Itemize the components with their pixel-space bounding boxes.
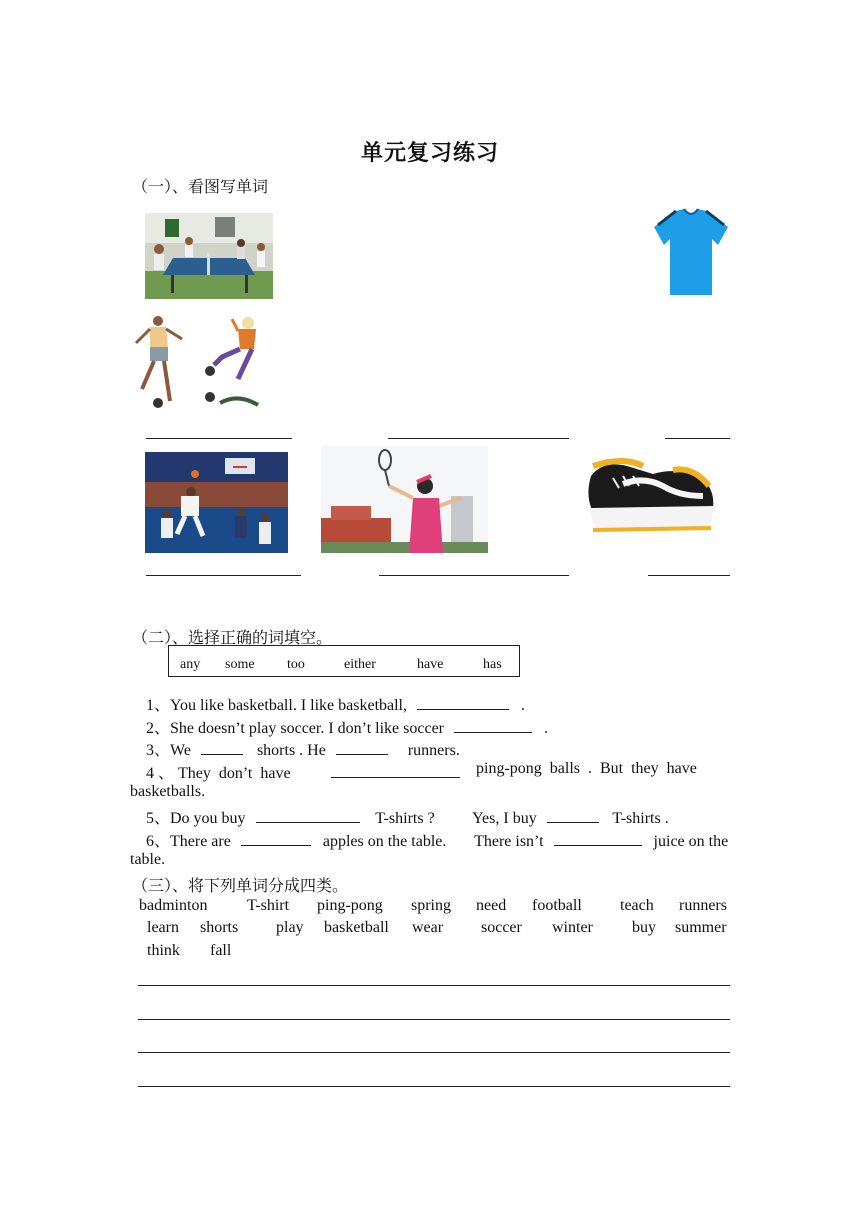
answer-line-4[interactable] [146, 575, 301, 576]
basketball-picture [145, 452, 288, 553]
word-item: wear [412, 919, 444, 936]
section-3-heading: （三）、将下列单词分成四类。 [132, 876, 349, 895]
question-4-continued: basketballs. [130, 783, 206, 800]
fill-blank[interactable] [547, 808, 599, 823]
word-item: play [276, 919, 304, 936]
word-item: soccer [481, 919, 522, 936]
word-item: winter [552, 919, 593, 936]
fill-blank[interactable] [554, 831, 642, 846]
fill-blank[interactable] [256, 808, 360, 823]
category-line-4[interactable] [138, 1086, 730, 1087]
question-4-start: 4 、 They don’t have [146, 765, 291, 782]
word-item: summer [675, 919, 727, 936]
category-line-2[interactable] [138, 1019, 730, 1020]
section-1-heading: （一）、看图写单词 [132, 177, 269, 196]
t-shirt-picture [652, 207, 730, 297]
word-item: shorts [200, 919, 239, 936]
section-2-heading: （二）、选择正确的词填空。 [132, 628, 333, 647]
word-item: runners [679, 897, 727, 914]
answer-line-2[interactable] [388, 438, 569, 439]
answer-line-3[interactable] [665, 438, 730, 439]
question-3: 3、We shorts . He runners. [146, 742, 460, 759]
badminton-picture [321, 446, 488, 553]
fill-blank[interactable] [417, 695, 509, 710]
category-line-3[interactable] [138, 1052, 730, 1053]
word-item: spring [411, 897, 451, 914]
word-bank-item: any [180, 657, 201, 672]
soccer-picture [128, 313, 266, 413]
word-bank-item: has [483, 657, 502, 672]
answer-line-6[interactable] [648, 575, 730, 576]
word-item: think [147, 942, 180, 959]
question-4-end: ping-pong balls . But they have [476, 760, 697, 777]
answer-line-5[interactable] [379, 575, 569, 576]
word-item: learn [147, 919, 179, 936]
category-line-1[interactable] [138, 985, 730, 986]
answer-line-1[interactable] [146, 438, 292, 439]
word-item: need [476, 897, 507, 914]
fill-blank[interactable] [331, 763, 460, 778]
word-bank-item: have [417, 657, 444, 672]
word-bank-item: either [344, 657, 376, 672]
word-item: teach [620, 897, 654, 914]
question-5: 5、Do you buy T-shirts ? Yes, I buy T-shirts . [146, 810, 669, 827]
word-item: basketball [324, 919, 389, 936]
page-title: 单元复习练习 [360, 141, 499, 166]
word-item: fall [210, 942, 232, 959]
word-item: buy [632, 919, 656, 936]
fill-blank[interactable] [336, 740, 388, 755]
question-2: 2、She doesn’t play soccer. I don’t like soccer . [146, 720, 549, 737]
question-6: 6、There are apples on the table. There isn’t juice on the [146, 833, 729, 850]
word-item: badminton [139, 897, 208, 914]
word-bank-item: some [225, 657, 255, 672]
question-1: 1、You like basketball. I like basketball, . [146, 697, 526, 714]
word-bank-item: too [287, 657, 305, 672]
fill-blank[interactable] [241, 831, 311, 846]
ping-pong-picture [145, 213, 273, 299]
sneaker-picture [583, 456, 718, 543]
question-6-continued: table. [130, 851, 166, 868]
word-item: football [532, 897, 582, 914]
fill-blank[interactable] [201, 740, 243, 755]
word-bank [168, 645, 520, 677]
word-item: T-shirt [247, 897, 290, 914]
fill-blank[interactable] [454, 718, 532, 733]
word-item: ping-pong [317, 897, 383, 914]
word-list [0, 897, 860, 967]
